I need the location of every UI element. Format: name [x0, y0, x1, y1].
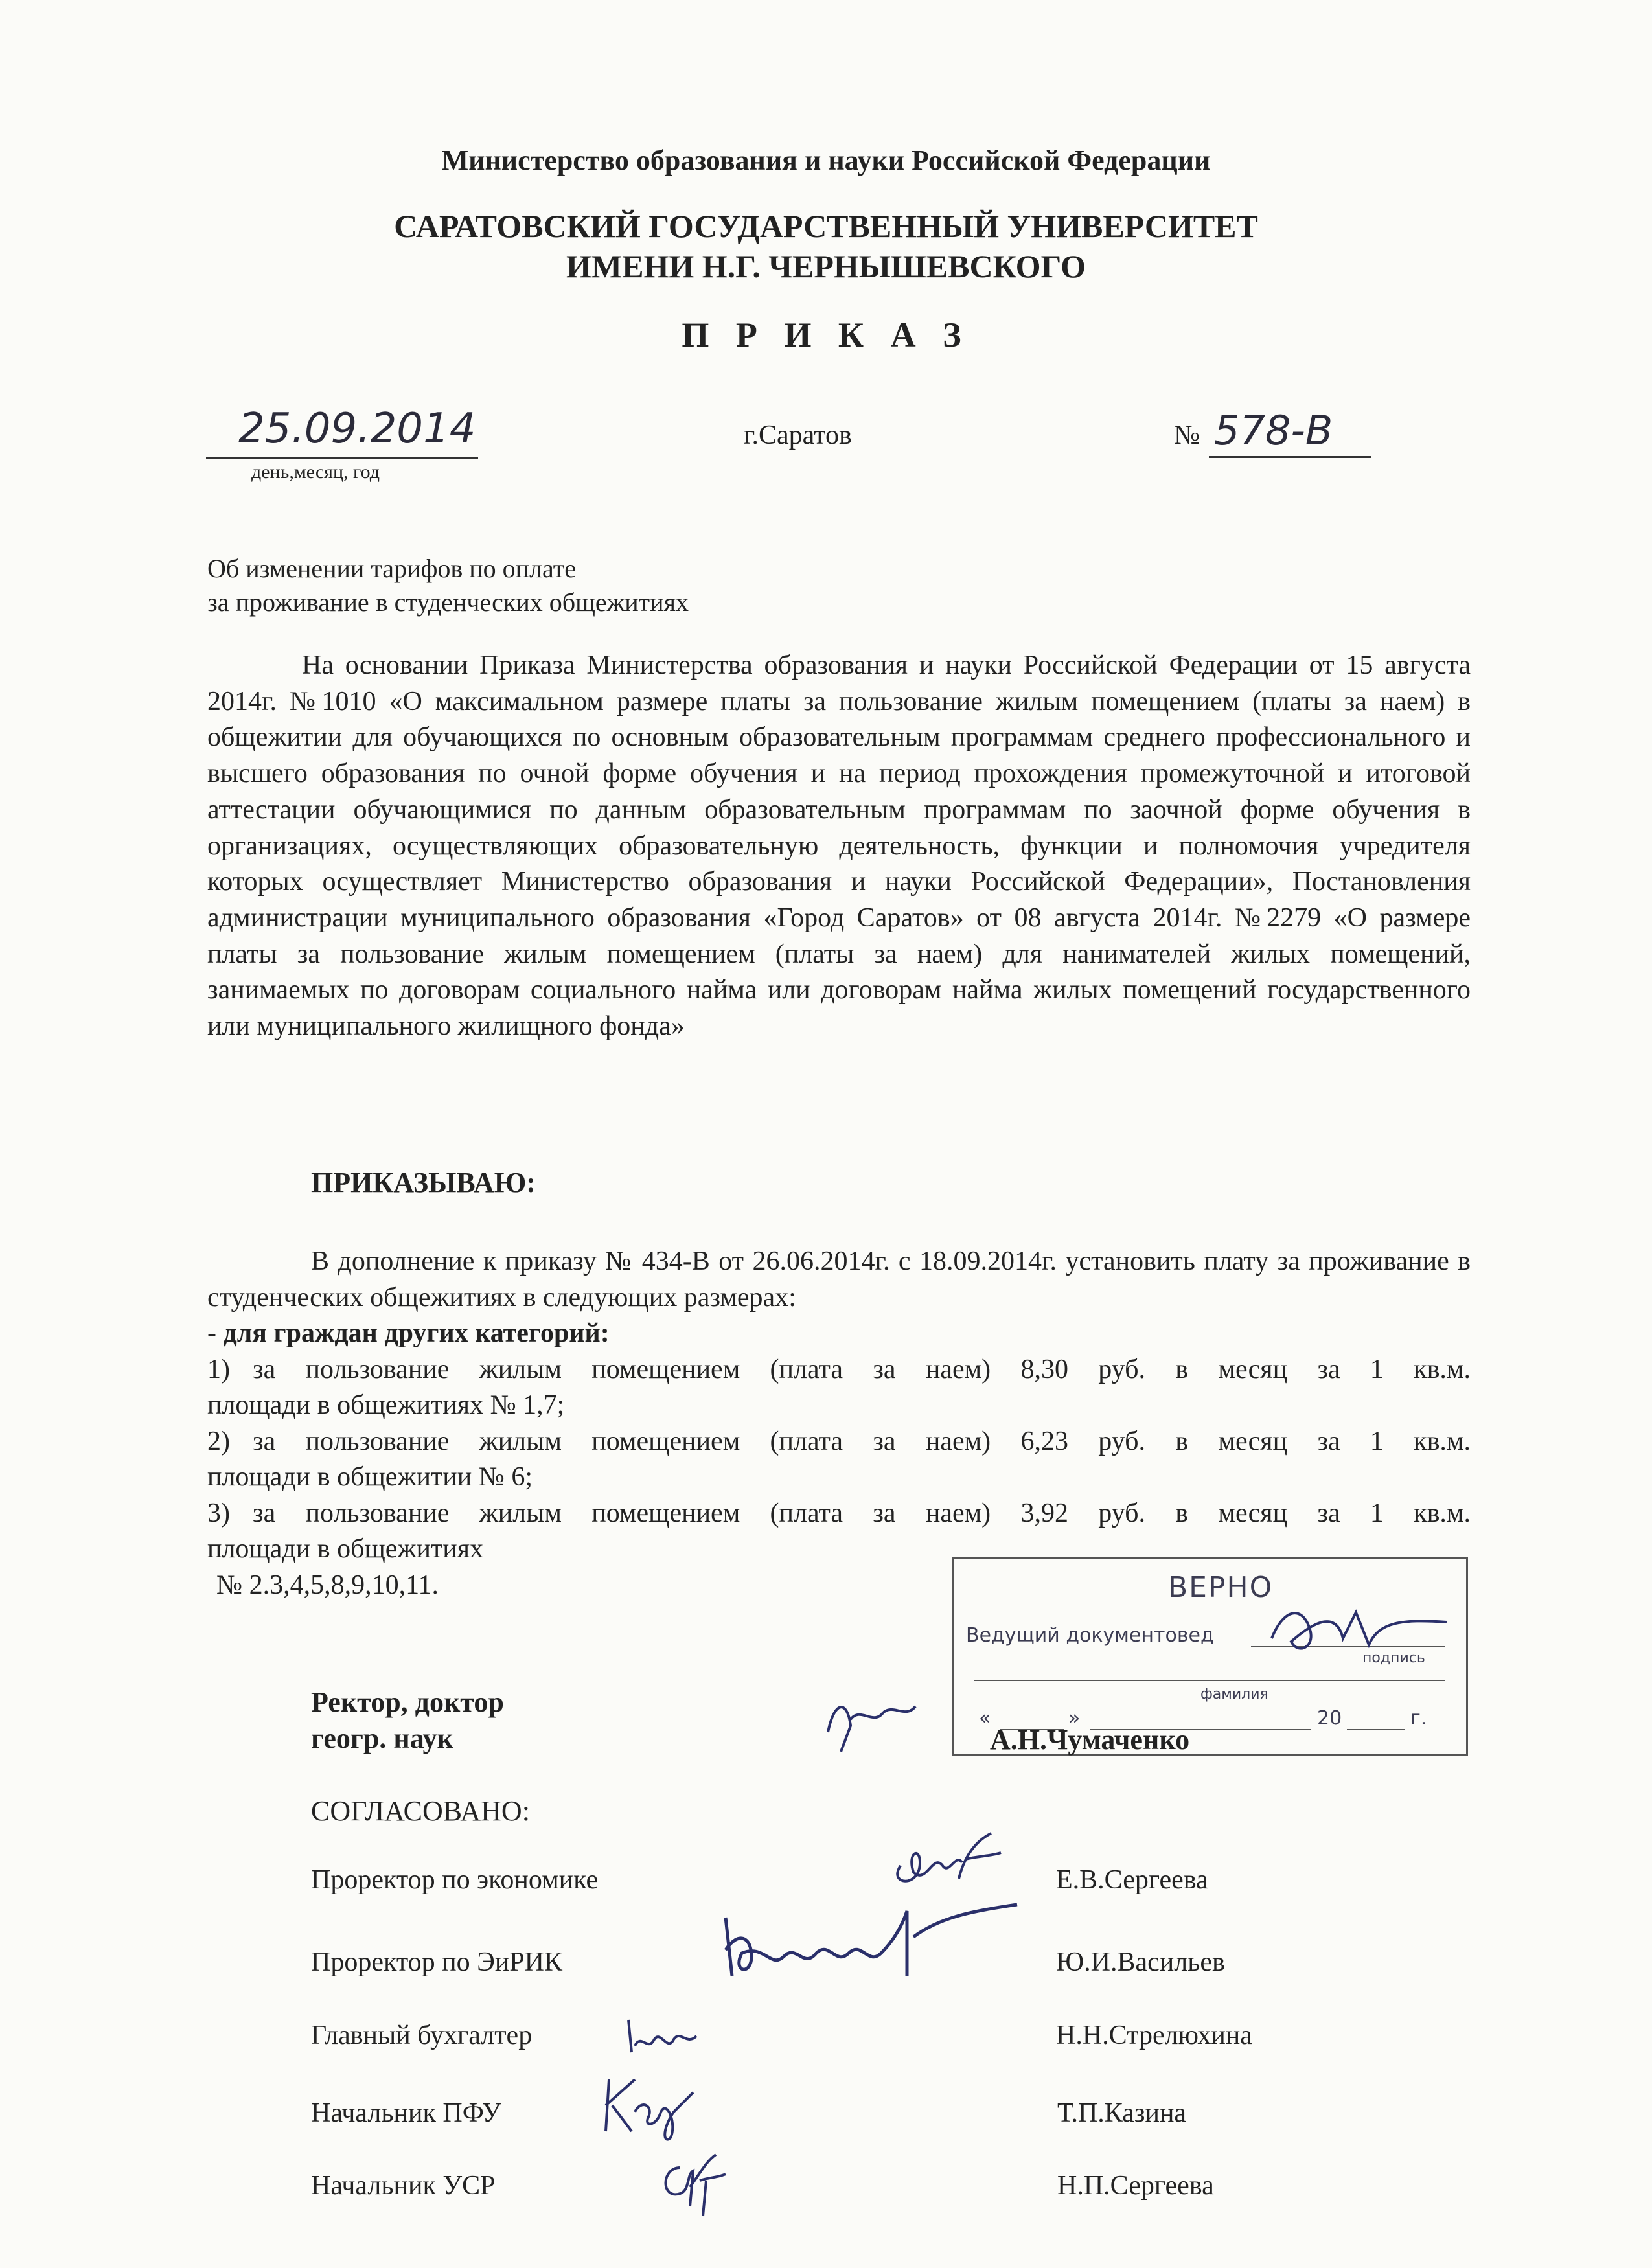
order-item-continuation: площади в общежитии № 6;	[207, 1462, 533, 1492]
order-item-text: за пользование жилым помещением (плата за наем) 6,23 руб. в месяц за 1 кв.м.	[253, 1426, 1471, 1456]
stamp-title: ВЕРНО	[1168, 1571, 1274, 1604]
subject-line-2: за проживание в студенческих общежитиях	[207, 588, 689, 617]
document-type: П Р И К А З	[682, 315, 970, 354]
approval-position: Проректор по ЭиРИК	[311, 1947, 563, 1977]
approval-name: Н.П.Сергеева	[1057, 2171, 1214, 2201]
preamble-paragraph: На основании Приказа Министерства образования и науки Российской Федерации от 15 августа 2014г. №1010 «О максимальном размере платы за пользование жилым помещением (платы за наем) в общежитии для обучающихся по основным образовательным программам среднего профессионального и высшего образования по очной форме обучения и на период прохождения промежуточной и итоговой аттестации обучающимися по данным образовательным программам по заочной форме обучения в организациях, осуществляющих образовательную деятельность, функции и полномочия учредителя которых осуществляет Министерство образования и науки Российской Федерации», Постановления администрации муниципального образования «Город Саратов» от 08 августа 2014г. №2279 «О размере платы за пользование жилым помещением (платы за наем) для нанимателей жилых помещений, занимаемых по договорам социального найма или договорам найма жилых помещений государственного или муниципального жилищного фонда»	[207, 650, 1471, 1042]
approval-name: Ю.И.Васильев	[1056, 1947, 1225, 1977]
signatory-title-line-2: геогр. наук	[311, 1723, 453, 1754]
stamp-year-prefix: 20	[1317, 1707, 1342, 1730]
stamp-role: Ведущий документовед	[966, 1624, 1214, 1647]
approval-position: Начальник ПФУ	[311, 2098, 501, 2128]
order-date: 25.09.2014	[238, 405, 476, 453]
order-intro: В дополнение к приказу № 434-В от 26.06.2014г. с 18.09.2014г. установить плату за проживание в студенческих общежитиях в следующих размерах:	[207, 1246, 1471, 1312]
order-number: 578-В	[1214, 407, 1333, 454]
ministry-name: Министерство образования и науки Российской Федерации	[441, 144, 1211, 176]
subject-line-1: Об изменении тарифов по оплате	[207, 554, 576, 583]
order-subject	[207, 552, 689, 619]
stamp-date-open-quote: «	[979, 1707, 991, 1730]
order-item-number: 1)	[207, 1354, 230, 1384]
stamp-signature	[1259, 1593, 1453, 1664]
approval-position: Начальник УСР	[311, 2171, 496, 2201]
stamp-signature-caption: подпись	[1362, 1650, 1425, 1666]
number-underline	[1209, 456, 1371, 458]
order-body	[207, 1244, 1471, 1603]
order-item	[207, 1352, 1471, 1424]
date-caption: день,месяц, год	[251, 461, 380, 483]
order-item-number: 2)	[207, 1426, 230, 1456]
approval-signature	[713, 1892, 1024, 1989]
approval-signature	[881, 1827, 1004, 1898]
stamp-surname-line	[974, 1680, 1445, 1681]
approval-position: Проректор по экономике	[311, 1865, 599, 1895]
order-heading: ПРИКАЗЫВАЮ:	[311, 1167, 536, 1198]
university-line-2: ИМЕНИ Н.Г. ЧЕРНЫШЕВСКОГО	[566, 248, 1086, 284]
stamp-date-close-quote: »	[1068, 1707, 1081, 1730]
order-city: г.Саратов	[744, 420, 852, 450]
stamp-year-line	[1347, 1729, 1405, 1730]
order-item-continuation: площади в общежитиях	[207, 1534, 484, 1564]
number-sign: №	[1174, 420, 1200, 450]
order-category: - для граждан других категорий:	[207, 1318, 610, 1348]
university-line-1: САРАТОВСКИЙ ГОСУДАРСТВЕННЫЙ УНИВЕРСИТЕТ	[394, 208, 1258, 244]
rector-signature	[821, 1687, 919, 1758]
approval-position: Главный бухгалтер	[311, 2021, 533, 2050]
approval-signature	[596, 2067, 700, 2144]
order-item-number: 3)	[207, 1498, 230, 1528]
order-item	[207, 1424, 1471, 1496]
approval-name: Т.П.Казина	[1057, 2098, 1187, 2128]
order-item-continuation: площади в общежитиях № 1,7;	[207, 1390, 565, 1420]
stamp-year-suffix: г.	[1410, 1707, 1427, 1730]
approval-signature	[654, 2142, 732, 2219]
stamp-surname-caption: фамилия	[1200, 1686, 1268, 1702]
signatory-title-line-1: Ректор, доктор	[311, 1686, 504, 1718]
signatory-title	[311, 1684, 504, 1757]
approval-name: Е.В.Сергеева	[1056, 1865, 1208, 1895]
approvals-heading: СОГЛАСОВАНО:	[311, 1795, 530, 1827]
approval-name: Н.Н.Стрелюхина	[1056, 2021, 1252, 2050]
approval-signature	[622, 2007, 700, 2059]
order-item-dormitory-list: № 2.3,4,5,8,9,10,11.	[216, 1570, 439, 1600]
signatory-name: А.Н.Чумаченко	[990, 1724, 1190, 1756]
order-item-text: за пользование жилым помещением (плата за наем) 8,30 руб. в месяц за 1 кв.м.	[253, 1354, 1471, 1384]
order-item-text: за пользование жилым помещением (плата за наем) 3,92 руб. в месяц за 1 кв.м.	[253, 1498, 1471, 1528]
date-underline	[206, 457, 478, 459]
university-name	[0, 206, 1652, 286]
